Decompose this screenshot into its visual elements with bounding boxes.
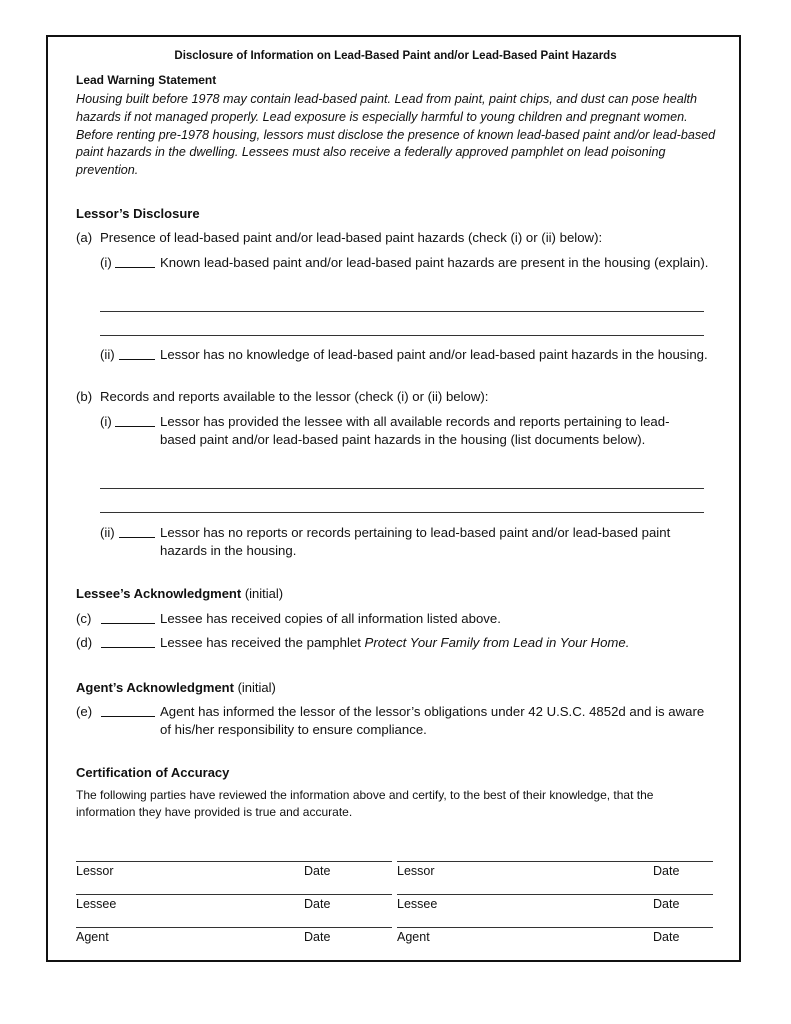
- form-title: Disclosure of Information on Lead-Based Paint and/or Lead-Based Paint Hazards: [174, 50, 617, 62]
- item-d-marker: (d): [76, 635, 93, 650]
- label-lessee-left: Lessee: [76, 897, 117, 911]
- item-b-i-text: Lessor has provided the lessee with all available records and reports pertaining to lead-based paint and/or lead-based paint hazards in the housing (list documents below).: [160, 414, 670, 447]
- label-date-lessor-right: Date: [653, 864, 680, 878]
- warning-heading: Lead Warning Statement: [76, 73, 217, 87]
- signature-line-lessee-left[interactable]: [76, 894, 392, 895]
- certification-text: The following parties have reviewed the information above and certify, to the best of their knowledge, that the information they have provided is true and accurate.: [76, 788, 654, 819]
- agent-heading: [76, 680, 276, 695]
- documents-line-1[interactable]: [100, 488, 704, 489]
- label-date-lessee-left: Date: [304, 897, 331, 911]
- initial-blank-a-ii[interactable]: [119, 348, 155, 360]
- initial-blank-d[interactable]: [101, 636, 155, 648]
- item-c-marker: (c): [76, 611, 92, 626]
- initial-blank-b-i[interactable]: [115, 415, 155, 427]
- item-e-text: Agent has informed the lessor of the lessor’s obligations under 42 U.S.C. 4852d and is aware of his/her responsibility to ensure compliance.: [160, 704, 705, 737]
- lessee-heading: [76, 586, 283, 601]
- lessee-heading-title: Lessee’s Acknowledgment: [76, 586, 242, 601]
- item-a-ii-marker: (ii): [100, 347, 115, 362]
- label-date-agent-right: Date: [653, 930, 680, 944]
- item-a-text: Presence of lead-based paint and/or lead-based paint hazards (check (i) or (ii) below):: [100, 230, 603, 245]
- item-b-text: Records and reports available to the lessor (check (i) or (ii) below):: [100, 389, 489, 404]
- documents-line-2[interactable]: [100, 512, 704, 513]
- label-date-agent-left: Date: [304, 930, 331, 944]
- item-d-text: [160, 634, 629, 652]
- item-b-marker: (b): [76, 389, 93, 404]
- agent-heading-title: Agent’s Acknowledgment: [76, 680, 234, 695]
- pamphlet-title: Protect Your Family from Lead in Your Home.: [364, 635, 630, 650]
- signature-line-lessor-right[interactable]: [397, 861, 713, 862]
- initial-blank-a-i[interactable]: [115, 256, 155, 268]
- item-d-lead: Lessee has received the pamphlet: [160, 635, 365, 650]
- item-e-marker: (e): [76, 704, 93, 719]
- initial-blank-b-ii[interactable]: [119, 526, 155, 538]
- signature-line-agent-right[interactable]: [397, 927, 713, 928]
- label-lessor-right: Lessor: [397, 864, 435, 878]
- item-a-i-marker: (i): [100, 255, 112, 270]
- lessor-heading: Lessor’s Disclosure: [76, 206, 200, 221]
- item-a-i-text: Known lead-based paint and/or lead-based paint hazards are present in the housing (explain).: [160, 255, 709, 270]
- signature-line-lessee-right[interactable]: [397, 894, 713, 895]
- item-a-ii-text: Lessor has no knowledge of lead-based paint and/or lead-based paint hazards in the housing.: [160, 347, 708, 362]
- initial-blank-c[interactable]: [101, 612, 155, 624]
- signature-line-agent-left[interactable]: [76, 927, 392, 928]
- initial-blank-e[interactable]: [101, 705, 155, 717]
- item-b-ii-text: Lessor has no reports or records pertaining to lead-based paint and/or lead-based paint hazards in the housing.: [160, 525, 671, 558]
- label-lessor-left: Lessor: [76, 864, 114, 878]
- explain-line-2[interactable]: [100, 335, 704, 336]
- label-date-lessor-left: Date: [304, 864, 331, 878]
- lessee-heading-note: (initial): [244, 586, 284, 601]
- item-a-marker: (a): [76, 230, 93, 245]
- explain-line-1[interactable]: [100, 311, 704, 312]
- signature-line-lessor-left[interactable]: [76, 861, 392, 862]
- label-agent-left: Agent: [76, 930, 109, 944]
- label-agent-right: Agent: [397, 930, 430, 944]
- item-b-i-marker: (i): [100, 414, 112, 429]
- agent-heading-note: (initial): [237, 680, 276, 695]
- item-c-text: Lessee has received copies of all information listed above.: [160, 611, 501, 626]
- certification-heading: Certification of Accuracy: [76, 765, 230, 780]
- label-date-lessee-right: Date: [653, 897, 680, 911]
- item-b-ii-marker: (ii): [100, 525, 115, 540]
- label-lessee-right: Lessee: [397, 897, 438, 911]
- warning-text: Housing built before 1978 may contain lead-based paint. Lead from paint, paint chips, and dust can pose health hazards if not managed properly. Lead exposure is especially harmful to young children and pregnant women. Before renting pre-1978 housing, lessors must disclose the presence of known lead-based paint and/or lead-based paint hazards in the dwelling. Lessees must also receive a federally approved pamphlet on lead poisoning prevention.: [76, 92, 716, 178]
